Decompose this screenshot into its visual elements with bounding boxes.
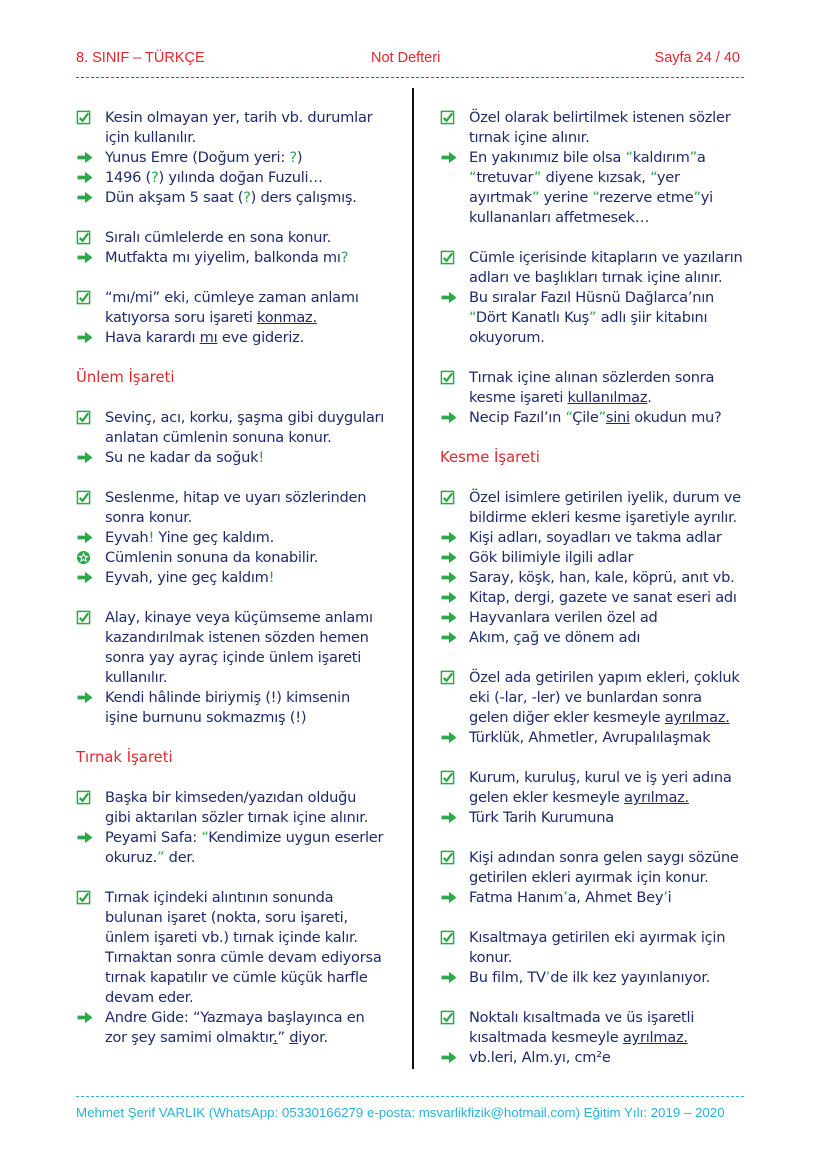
text-segment: Kesme İşareti — [440, 449, 540, 466]
list-item-continuation — [440, 208, 758, 228]
spacer — [440, 348, 758, 368]
text-segment: “ — [592, 189, 599, 206]
list-item-continuation — [440, 168, 758, 188]
page-footer: Mehmet Şerif VARLIK (WhatsApp: 05330166279 e-posta: msvarlikfizik@hotmail.com) Eğitim Yılı: 2019 – 2020 — [76, 1105, 725, 1120]
list-item-continuation — [76, 948, 394, 968]
text-segment: Tırnaktan sonra cümle devam ediyorsa — [105, 949, 382, 966]
page-number: Sayfa 24 / 40 — [654, 50, 740, 66]
checkbox-checked-icon — [440, 850, 456, 866]
text-segment: “ — [565, 409, 573, 426]
checkbox-checked-icon — [76, 230, 92, 246]
list-item — [440, 408, 758, 428]
list-item — [440, 628, 758, 648]
text-segment: mı — [199, 329, 218, 346]
list-item — [440, 888, 758, 908]
text-segment: Özel olarak belirtilmek istenen sözler — [469, 109, 731, 126]
text-segment: Tırnak içine alınan sözlerden sonra — [469, 369, 715, 386]
checkbox-checked-icon — [440, 1010, 456, 1026]
text-segment: vb.leri, Alm.yı, cm²e — [469, 1049, 611, 1066]
text-segment: Yine geç kaldım. — [154, 529, 275, 546]
spacer — [440, 748, 758, 768]
spacer — [76, 728, 394, 748]
arrow-right-icon — [440, 630, 456, 646]
text-segment: bulunan işaret (nokta, soru işareti, — [105, 909, 348, 926]
arrow-right-icon — [76, 830, 92, 846]
text-segment: ! — [268, 569, 275, 586]
list-item-continuation — [440, 708, 758, 728]
text-segment: 1496 ( — [105, 169, 151, 186]
text-segment: ! — [258, 449, 264, 466]
spacer — [440, 428, 758, 448]
text-segment: ? — [243, 189, 251, 206]
arrow-right-icon — [76, 170, 92, 186]
text-segment: Alay, kinaye veya küçümseme anlamı — [105, 609, 373, 626]
arrow-right-icon — [76, 450, 92, 466]
text-segment: ) — [296, 149, 303, 166]
list-item-continuation — [76, 628, 394, 648]
text-segment: i — [667, 889, 672, 906]
list-item — [440, 608, 758, 628]
checkbox-checked-icon — [76, 490, 92, 506]
text-segment: gibi aktarılan sözler tırnak içine alınır. — [105, 809, 369, 826]
list-item — [440, 968, 758, 988]
arrow-right-icon — [440, 410, 456, 426]
text-segment: gelen diğer ekler kesmeyle — [469, 709, 665, 726]
text-segment: En yakınımız bile olsa — [469, 149, 626, 166]
text-segment: Tırnak İşareti — [76, 749, 173, 766]
text-segment: ? — [340, 249, 349, 266]
checkbox-checked-icon — [440, 930, 456, 946]
text-segment: Özel ada getirilen yapım ekleri, çokluk — [469, 669, 740, 686]
spacer — [76, 268, 394, 288]
arrow-right-icon — [76, 190, 92, 206]
list-item-continuation — [76, 508, 394, 528]
text-segment: ’ — [563, 889, 568, 906]
list-item — [76, 288, 394, 308]
text-segment: Andre Gide: “Yazmaya başlayınca en — [105, 1009, 365, 1026]
text-segment: Hava karardı — [105, 329, 200, 346]
text-segment: tırnak içine alınır. — [469, 129, 590, 146]
text-segment: ” — [589, 309, 597, 326]
list-item-continuation — [76, 428, 394, 448]
list-item — [76, 888, 394, 908]
list-item — [440, 568, 758, 588]
checkbox-checked-icon — [76, 110, 92, 126]
list-item — [440, 588, 758, 608]
text-segment: ayrılmaz. — [624, 789, 689, 806]
text-segment: ? — [150, 169, 159, 186]
arrow-right-icon — [440, 530, 456, 546]
text-segment: kullanılır. — [105, 669, 168, 686]
text-segment: ünlem işareti vb.) tırnak içinde kalır. — [105, 929, 358, 946]
text-segment: kaldırım — [632, 149, 690, 166]
text-segment: katıyorsa soru işareti — [105, 309, 258, 326]
list-item-continuation — [76, 668, 394, 688]
page-header — [76, 50, 746, 70]
checkbox-checked-icon — [440, 110, 456, 126]
list-item — [76, 788, 394, 808]
list-item — [76, 688, 394, 708]
list-item-continuation — [76, 308, 394, 328]
spacer — [76, 208, 394, 228]
checkbox-checked-icon — [440, 770, 456, 786]
checkbox-checked-icon — [76, 410, 92, 426]
list-item — [440, 488, 758, 508]
checkbox-checked-icon — [440, 490, 456, 506]
text-segment: Hayvanlara verilen özel ad — [469, 609, 658, 626]
text-segment: Ünlem İşareti — [76, 369, 175, 386]
spacer — [76, 868, 394, 888]
text-segment: Bu sıralar Fazıl Hüsnü Dağlarca’nın — [469, 289, 715, 306]
list-item-continuation — [440, 1028, 758, 1048]
list-item — [76, 488, 394, 508]
text-segment: ” — [533, 169, 542, 186]
class-subject-label: 8. SINIF – TÜRKÇE — [76, 50, 205, 66]
text-segment: Saray, köşk, han, kale, köprü, anıt vb. — [469, 569, 735, 586]
text-segment: Kesin olmayan yer, tarih vb. durumlar — [105, 109, 373, 126]
text-segment: eve gideriz. — [217, 329, 304, 346]
list-item-continuation — [76, 808, 394, 828]
list-item-continuation — [76, 968, 394, 988]
list-item — [76, 108, 394, 128]
text-segment: “mı/mi” eki, cümleye zaman anlamı — [105, 289, 359, 306]
list-item-continuation — [76, 928, 394, 948]
text-segment: kesme işareti — [469, 389, 568, 406]
list-item-continuation — [76, 848, 394, 868]
list-item — [440, 108, 758, 128]
list-item — [440, 148, 758, 168]
arrow-right-icon — [76, 530, 92, 546]
arrow-right-icon — [76, 570, 92, 586]
list-item — [76, 228, 394, 248]
text-segment: ayırtmak — [469, 189, 532, 206]
text-segment: ” — [598, 409, 606, 426]
list-item-continuation — [440, 268, 758, 288]
checkbox-checked-icon — [440, 250, 456, 266]
text-segment: iyor. — [298, 1029, 328, 1046]
text-segment: der. — [164, 849, 196, 866]
list-item-continuation — [440, 388, 758, 408]
arrow-right-icon — [76, 150, 92, 166]
text-segment: ” — [156, 849, 165, 866]
section-heading — [76, 368, 394, 388]
list-item-continuation — [76, 1028, 394, 1048]
list-item — [440, 928, 758, 948]
text-segment: ! — [148, 529, 155, 546]
list-item-continuation — [440, 188, 758, 208]
text-segment: Akım, çağ ve dönem adı — [469, 629, 641, 646]
list-item — [76, 148, 394, 168]
arrow-right-icon — [440, 150, 456, 166]
text-segment: Özel isimlere getirilen iyelik, durum ve — [469, 489, 741, 506]
list-item-continuation — [440, 948, 758, 968]
list-item-continuation — [440, 128, 758, 148]
text-segment: a, Ahmet Bey — [567, 889, 664, 906]
text-segment: ” — [689, 149, 697, 166]
spacer — [76, 388, 394, 408]
text-segment: Türklük, Ahmetler, Avrupalılaşmak — [469, 729, 711, 746]
checkbox-checked-icon — [76, 290, 92, 306]
list-item — [440, 248, 758, 268]
text-segment: Kitap, dergi, gazete ve sanat eseri adı — [469, 589, 737, 606]
list-item-continuation — [440, 788, 758, 808]
list-item — [440, 528, 758, 548]
text-segment: diyene kızsak, — [541, 169, 651, 186]
list-item-continuation — [76, 988, 394, 1008]
spacer — [76, 768, 394, 788]
text-segment: konur. — [469, 949, 513, 966]
list-item — [76, 248, 394, 268]
text-segment: . — [273, 1029, 278, 1046]
list-item-continuation — [76, 708, 394, 728]
text-segment: anlatan cümlenin sonuna konur. — [105, 429, 332, 446]
section-heading — [76, 748, 394, 768]
text-segment: Eyvah, yine geç kaldım — [105, 569, 269, 586]
spacer — [76, 348, 394, 368]
text-segment: yi — [700, 189, 713, 206]
text-segment: Yunus Emre (Doğum yeri: — [105, 149, 290, 166]
text-segment: Kurum, kuruluş, kurul ve iş yeri adına — [469, 769, 732, 786]
checkbox-checked-icon — [76, 790, 92, 806]
text-segment: Eyvah — [105, 529, 149, 546]
text-segment: ayrılmaz. — [622, 1029, 688, 1046]
text-segment: kullanılmaz — [567, 389, 648, 406]
arrow-right-icon — [440, 810, 456, 826]
list-item — [76, 1008, 394, 1028]
text-segment: “ — [625, 149, 633, 166]
arrow-right-icon — [440, 730, 456, 746]
list-item — [440, 368, 758, 388]
text-segment: zor şey samimi olmaktır — [105, 1029, 274, 1046]
list-item — [76, 408, 394, 428]
arrow-right-icon — [440, 610, 456, 626]
text-segment: “ — [469, 169, 477, 186]
list-item-continuation — [440, 508, 758, 528]
spacer — [440, 228, 758, 248]
text-segment: Gök bilimiyle ilgili adlar — [469, 549, 634, 566]
list-item — [76, 328, 394, 348]
text-segment: eki (-lar, -ler) ve bunlardan sonra — [469, 689, 702, 706]
arrow-right-icon — [440, 1050, 456, 1066]
text-segment: işine burnunu sokmazmış (!) — [105, 709, 307, 726]
arrow-right-icon — [440, 550, 456, 566]
list-item-continuation — [440, 868, 758, 888]
list-item — [440, 1048, 758, 1068]
text-segment: ” — [277, 1029, 290, 1046]
arrow-right-icon — [440, 890, 456, 906]
text-segment: yer — [656, 169, 680, 186]
list-item — [440, 808, 758, 828]
spacer — [440, 648, 758, 668]
list-item-continuation — [76, 128, 394, 148]
text-segment: Sıralı cümlelerde en sona konur. — [105, 229, 332, 246]
left-column — [76, 108, 394, 1048]
text-segment: Tırnak içindeki alıntının sonunda — [105, 889, 334, 906]
text-segment: Seslenme, hitap ve uyarı sözlerinden — [105, 489, 367, 506]
text-segment: . — [647, 389, 652, 406]
text-segment: ’ — [663, 889, 668, 906]
text-segment: Su ne kadar da soğuk — [105, 449, 259, 466]
text-segment: ’ — [545, 969, 551, 986]
text-segment: “ — [469, 309, 476, 326]
text-segment: okuyorum. — [469, 329, 545, 346]
list-item — [76, 528, 394, 548]
spacer — [440, 828, 758, 848]
text-segment: ayrılmaz. — [664, 709, 730, 726]
section-heading — [440, 448, 758, 468]
text-segment: rezerve etme — [598, 189, 694, 206]
list-item-continuation — [76, 908, 394, 928]
text-segment: gelen ekler kesmeyle — [469, 789, 625, 806]
text-segment: bildirme ekleri kesme işaretiyle ayrılır. — [469, 509, 737, 526]
text-segment: Kendi hâlinde biriymiş (!) kimsenin — [105, 689, 350, 706]
list-item-continuation — [76, 648, 394, 668]
checkbox-checked-icon — [440, 670, 456, 686]
spacer — [440, 468, 758, 488]
right-column — [440, 108, 758, 1068]
arrow-right-icon — [440, 970, 456, 986]
list-item — [76, 828, 394, 848]
text-segment: sini — [605, 409, 630, 426]
list-item — [76, 568, 394, 588]
header-divider — [76, 77, 744, 78]
list-item — [76, 168, 394, 188]
checkbox-checked-icon — [76, 610, 92, 626]
checkbox-checked-icon — [440, 370, 456, 386]
arrow-right-icon — [76, 250, 92, 266]
text-segment: “ — [201, 829, 209, 846]
spacer — [440, 988, 758, 1008]
list-item — [440, 1008, 758, 1028]
text-segment: Türk Tarih Kurumuna — [469, 809, 614, 826]
list-item — [440, 848, 758, 868]
text-segment: okuruz. — [105, 849, 157, 866]
text-segment: için kullanılır. — [105, 129, 197, 146]
text-segment: “ — [650, 169, 657, 186]
list-item — [76, 188, 394, 208]
text-segment: Mutfakta mı yiyelim, balkonda mı — [105, 249, 341, 266]
text-segment: Kişi adından sonra gelen saygı sözüne — [469, 849, 739, 866]
list-item-continuation — [440, 688, 758, 708]
list-item — [440, 728, 758, 748]
document-title: Not Defteri — [371, 50, 441, 66]
text-segment: sonra konur. — [105, 509, 193, 526]
text-segment: Kişi adları, soyadları ve takma adlar — [469, 529, 722, 546]
text-segment: Sevinç, acı, korku, şaşma gibi duyguları — [105, 409, 385, 426]
text-segment: konmaz. — [257, 309, 317, 326]
text-segment: ? — [289, 149, 297, 166]
list-item — [76, 548, 394, 568]
text-segment: a — [696, 149, 706, 166]
spacer — [76, 468, 394, 488]
text-segment: sonra yay ayraç içinde ünlem işareti — [105, 649, 362, 666]
spacer — [440, 908, 758, 928]
text-segment: tırnak kapatılır ve cümle küçük harfle — [105, 969, 368, 986]
arrow-right-icon — [76, 330, 92, 346]
text-segment: tretuvar — [476, 169, 534, 186]
text-segment: Cümlenin sonuna da konabilir. — [105, 549, 319, 566]
text-segment: Kısaltmaya getirilen eki ayırmak için — [469, 929, 726, 946]
spacer — [76, 588, 394, 608]
arrow-right-icon — [76, 1010, 92, 1026]
text-segment: okudun mu? — [629, 409, 722, 426]
text-segment: Dört Kanatlı Kuş — [475, 309, 590, 326]
text-segment: Necip Fazıl’ın — [469, 409, 566, 426]
text-segment: ) yılında doğan Fuzuli… — [158, 169, 323, 186]
arrow-right-icon — [76, 690, 92, 706]
text-segment: ) ders çalışmış. — [250, 189, 357, 206]
checkbox-checked-icon — [76, 890, 92, 906]
list-item-continuation — [440, 308, 758, 328]
text-segment: Çile — [572, 409, 599, 426]
footer-divider — [76, 1096, 744, 1097]
text-segment: ” — [531, 189, 540, 206]
text-segment: de ilk kez yayınlanıyor. — [550, 969, 711, 986]
text-segment: Kendimize uygun eserler — [208, 829, 384, 846]
text-segment: Noktalı kısaltmada ve üs işaretli — [469, 1009, 695, 1026]
list-item-continuation — [440, 328, 758, 348]
text-segment: kısaltmada kesmeyle — [469, 1029, 623, 1046]
list-item — [76, 608, 394, 628]
arrow-right-icon — [440, 290, 456, 306]
arrow-right-icon — [440, 590, 456, 606]
arrow-right-icon — [440, 570, 456, 586]
column-divider — [412, 88, 414, 1069]
list-item — [440, 668, 758, 688]
text-segment: yerine — [539, 189, 593, 206]
text-segment: adlı şiir kitabını — [596, 309, 708, 326]
text-segment: getirilen ekleri ayırmak için konur. — [469, 869, 709, 886]
list-item — [440, 288, 758, 308]
star-circle-icon — [76, 550, 92, 566]
text-segment: Peyami Safa: — [105, 829, 202, 846]
text-segment: devam eder. — [105, 989, 194, 1006]
text-segment: kullananları affetmesek… — [469, 209, 650, 226]
list-item — [440, 768, 758, 788]
text-segment: adları ve başlıkları tırnak içine alınır. — [469, 269, 723, 286]
text-segment: Cümle içerisinde kitapların ve yazıların — [469, 249, 743, 266]
text-segment: ” — [693, 189, 701, 206]
text-segment: Fatma Hanım — [469, 889, 564, 906]
list-item — [440, 548, 758, 568]
text-segment: d — [289, 1029, 299, 1046]
list-item — [76, 448, 394, 468]
text-segment: kazandırılmak istenen sözden hemen — [105, 629, 369, 646]
text-segment: Bu film, TV — [469, 969, 546, 986]
text-segment: Başka bir kimseden/yazıdan olduğu — [105, 789, 357, 806]
text-segment: Dün akşam 5 saat ( — [105, 189, 244, 206]
